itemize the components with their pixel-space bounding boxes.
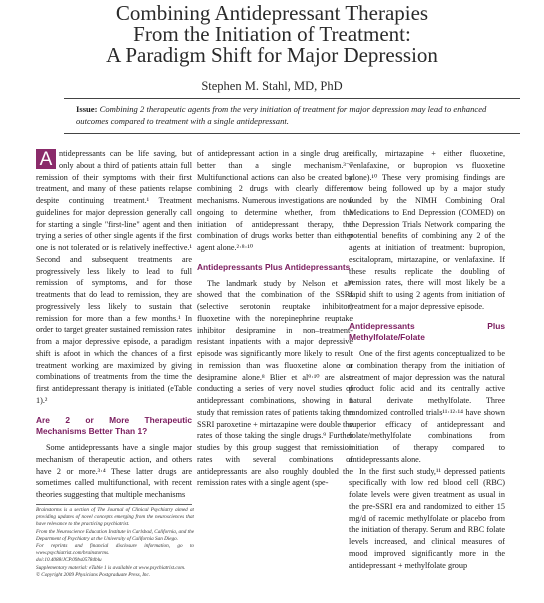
drop-cap: A <box>36 149 56 169</box>
body-column-1 <box>36 148 192 503</box>
issue-text: Combining 2 therapeutic agents from the very initiation of treatment for major depression may lead to enhanced outcomes compared to treatment with a single antidepressant. <box>76 104 487 126</box>
title-line-1: Combining Antidepressant Therapies <box>115 1 429 25</box>
footnote-copyright: © Copyright 2009 Physicians Postgraduate Press, Inc. <box>36 571 151 578</box>
footnote-affiliation: From the Neuroscience Education Institute in Carlsbad, California, and the Department of Psychiatry at the University of California San Diego. <box>36 528 194 542</box>
intro-paragraph: ntidepressants can be life saving, but only about a third of patients attain full remission of their symptoms with their first treatment, and many of these patients relapse despite continuing treatment.¹ Treatment guidelines for major depression generally call for starting a single "first-line" agent and then trying a series of other single agents if the first one is not tolerated or is relatively ineffective.¹ Second and subsequent treatments are progressively less likely to lead to full remission of symptoms, and for those treatments that do lead to remission, they are progressively less likely to sustain that remission for more than a few months.¹ In order to target greater sustained remission rates from a major depressive episode, a paradigm shift is afoot in which the chances of a first treatment working are maximized by giving combinations of treatments from the time the first antidepressant therapy is initiated (eTable 1).² <box>36 149 192 405</box>
first-study-paragraph: In the first such study,¹¹ depressed patients specifically with low red blood cell (RBC) folate levels were given treatment as usual in the pre-SSRI era and randomized to either 15 mg/d of racemic methylfolate or placebo from the initiation of therapy. Serum and RBC folate levels increased, and clinical measures of mood improved significantly more in the antidepressant + methylfolate group <box>349 466 505 570</box>
footnote-reprints: For reprints and financial disclosure information, go to www.psychiatrist.com/brainstorms. <box>36 543 194 557</box>
issue-statement <box>76 103 506 127</box>
landmark-study-paragraph: The landmark study by Nelson et al⁸ showed that the combination of the SSRI (selective serotonin reuptake inhibitor) fluoxetine with the norepinephrine reuptake inhibitor desipramine in non–treatment-resistant inpatients with a major depressive episode was significantly more likely to result in remission than was fluoxetine alone or desipramine alone.⁸ Blier et al⁹·¹⁰ are also conducting a series of very novel studies of antidepressant combinations, showing in 1 study that remission rates of patients taking the SSRI paroxetine + mirtazapine were double the rates of those taking the single drugs.⁹ Further studies by this group suggest that remission rates with several combinations of antidepressants are also roughly doubled the remission rates with a single agent (spe- <box>197 278 353 488</box>
footnote-doi: doi:10.4088/JCP.09bs05784blu <box>36 557 102 564</box>
methylfolate-paragraph: One of the first agents conceptualized to be a combination therapy from the initiation of treatment of major depression was the natural product folic acid and its centrally active natural derivate methylfolate. Three randomized controlled trials¹¹·¹²·¹⁴ have shown superior efficacy of antidepressant and folate/methylfolate combinations from initiation of therapy compared to antidepressants alone. <box>349 349 505 464</box>
issue-label: Issue: <box>76 104 98 114</box>
title-line-2: From the Initiation of Treatment: <box>133 22 411 46</box>
mechanisms-paragraph: Some antidepressants have a single major mechanism of therapeutic action, and others have 2 or more.³·⁴ These latter drugs are sometimes called multifunctional, with recent theories suggesting that multiple mechanisms <box>36 443 192 499</box>
footnotes <box>36 507 194 600</box>
article-title <box>0 3 544 66</box>
footnote-divider <box>36 504 192 505</box>
body-column-3 <box>349 148 505 603</box>
section-heading-antidepressants: Antidepressants Plus Antidepressants <box>197 261 351 272</box>
section-heading-methylfolate: Antidepressants Plus Methylfolate/Folate <box>349 320 505 343</box>
title-line-3: A Paradigm Shift for Major Depression <box>106 43 438 67</box>
footnote-supplement: Supplementary material: eTable 1 is available at www.psychiatrist.com. <box>36 564 186 571</box>
section-heading-mechanisms: Are 2 or More Therapeutic Mechanisms Better Than 1? <box>36 414 192 437</box>
multifunctional-paragraph: of antidepressant action in a single drug are better than a single mechanism.³⁻⁷ Multifunctional actions can also be created by combining 2 drugs with clearly different mechanisms. Numerous investigations are now ongoing to determine whether, from the initiation of antidepressant therapy, the combination of drugs works better than either agent alone.²·⁸·¹⁰ <box>197 149 353 252</box>
body-column-2 <box>197 148 353 603</box>
comed-paragraph: cifically, mirtazapine + either fluoxetine, venlafaxine, or bupropion vs fluoxetine alone).¹⁰ These very promising findings are now being followed up by a major study funded by the NIMH Combining Oral Medications to End Depression (COMED) on the Depression Trials Network comparing the potential benefits of combining any 2 of the agents at initiation of treatment: bupropion, escitalopram, mirtazapine, or venlafaxine. If these results replicate the doubling of remission rates, there will most likely be a rapid shift to using 2 agents from initiation of treatment for a major depressive episode. <box>349 149 505 311</box>
author-byline: Stephen M. Stahl, MD, PhD <box>201 79 343 93</box>
footnote-brainstorms: Brainstorms is a section of The Journal of Clinical Psychiatry aimed at providing updates of novel concepts emerging from the neurosciences that have relevance to the practicing psychiatrist. <box>36 507 194 528</box>
